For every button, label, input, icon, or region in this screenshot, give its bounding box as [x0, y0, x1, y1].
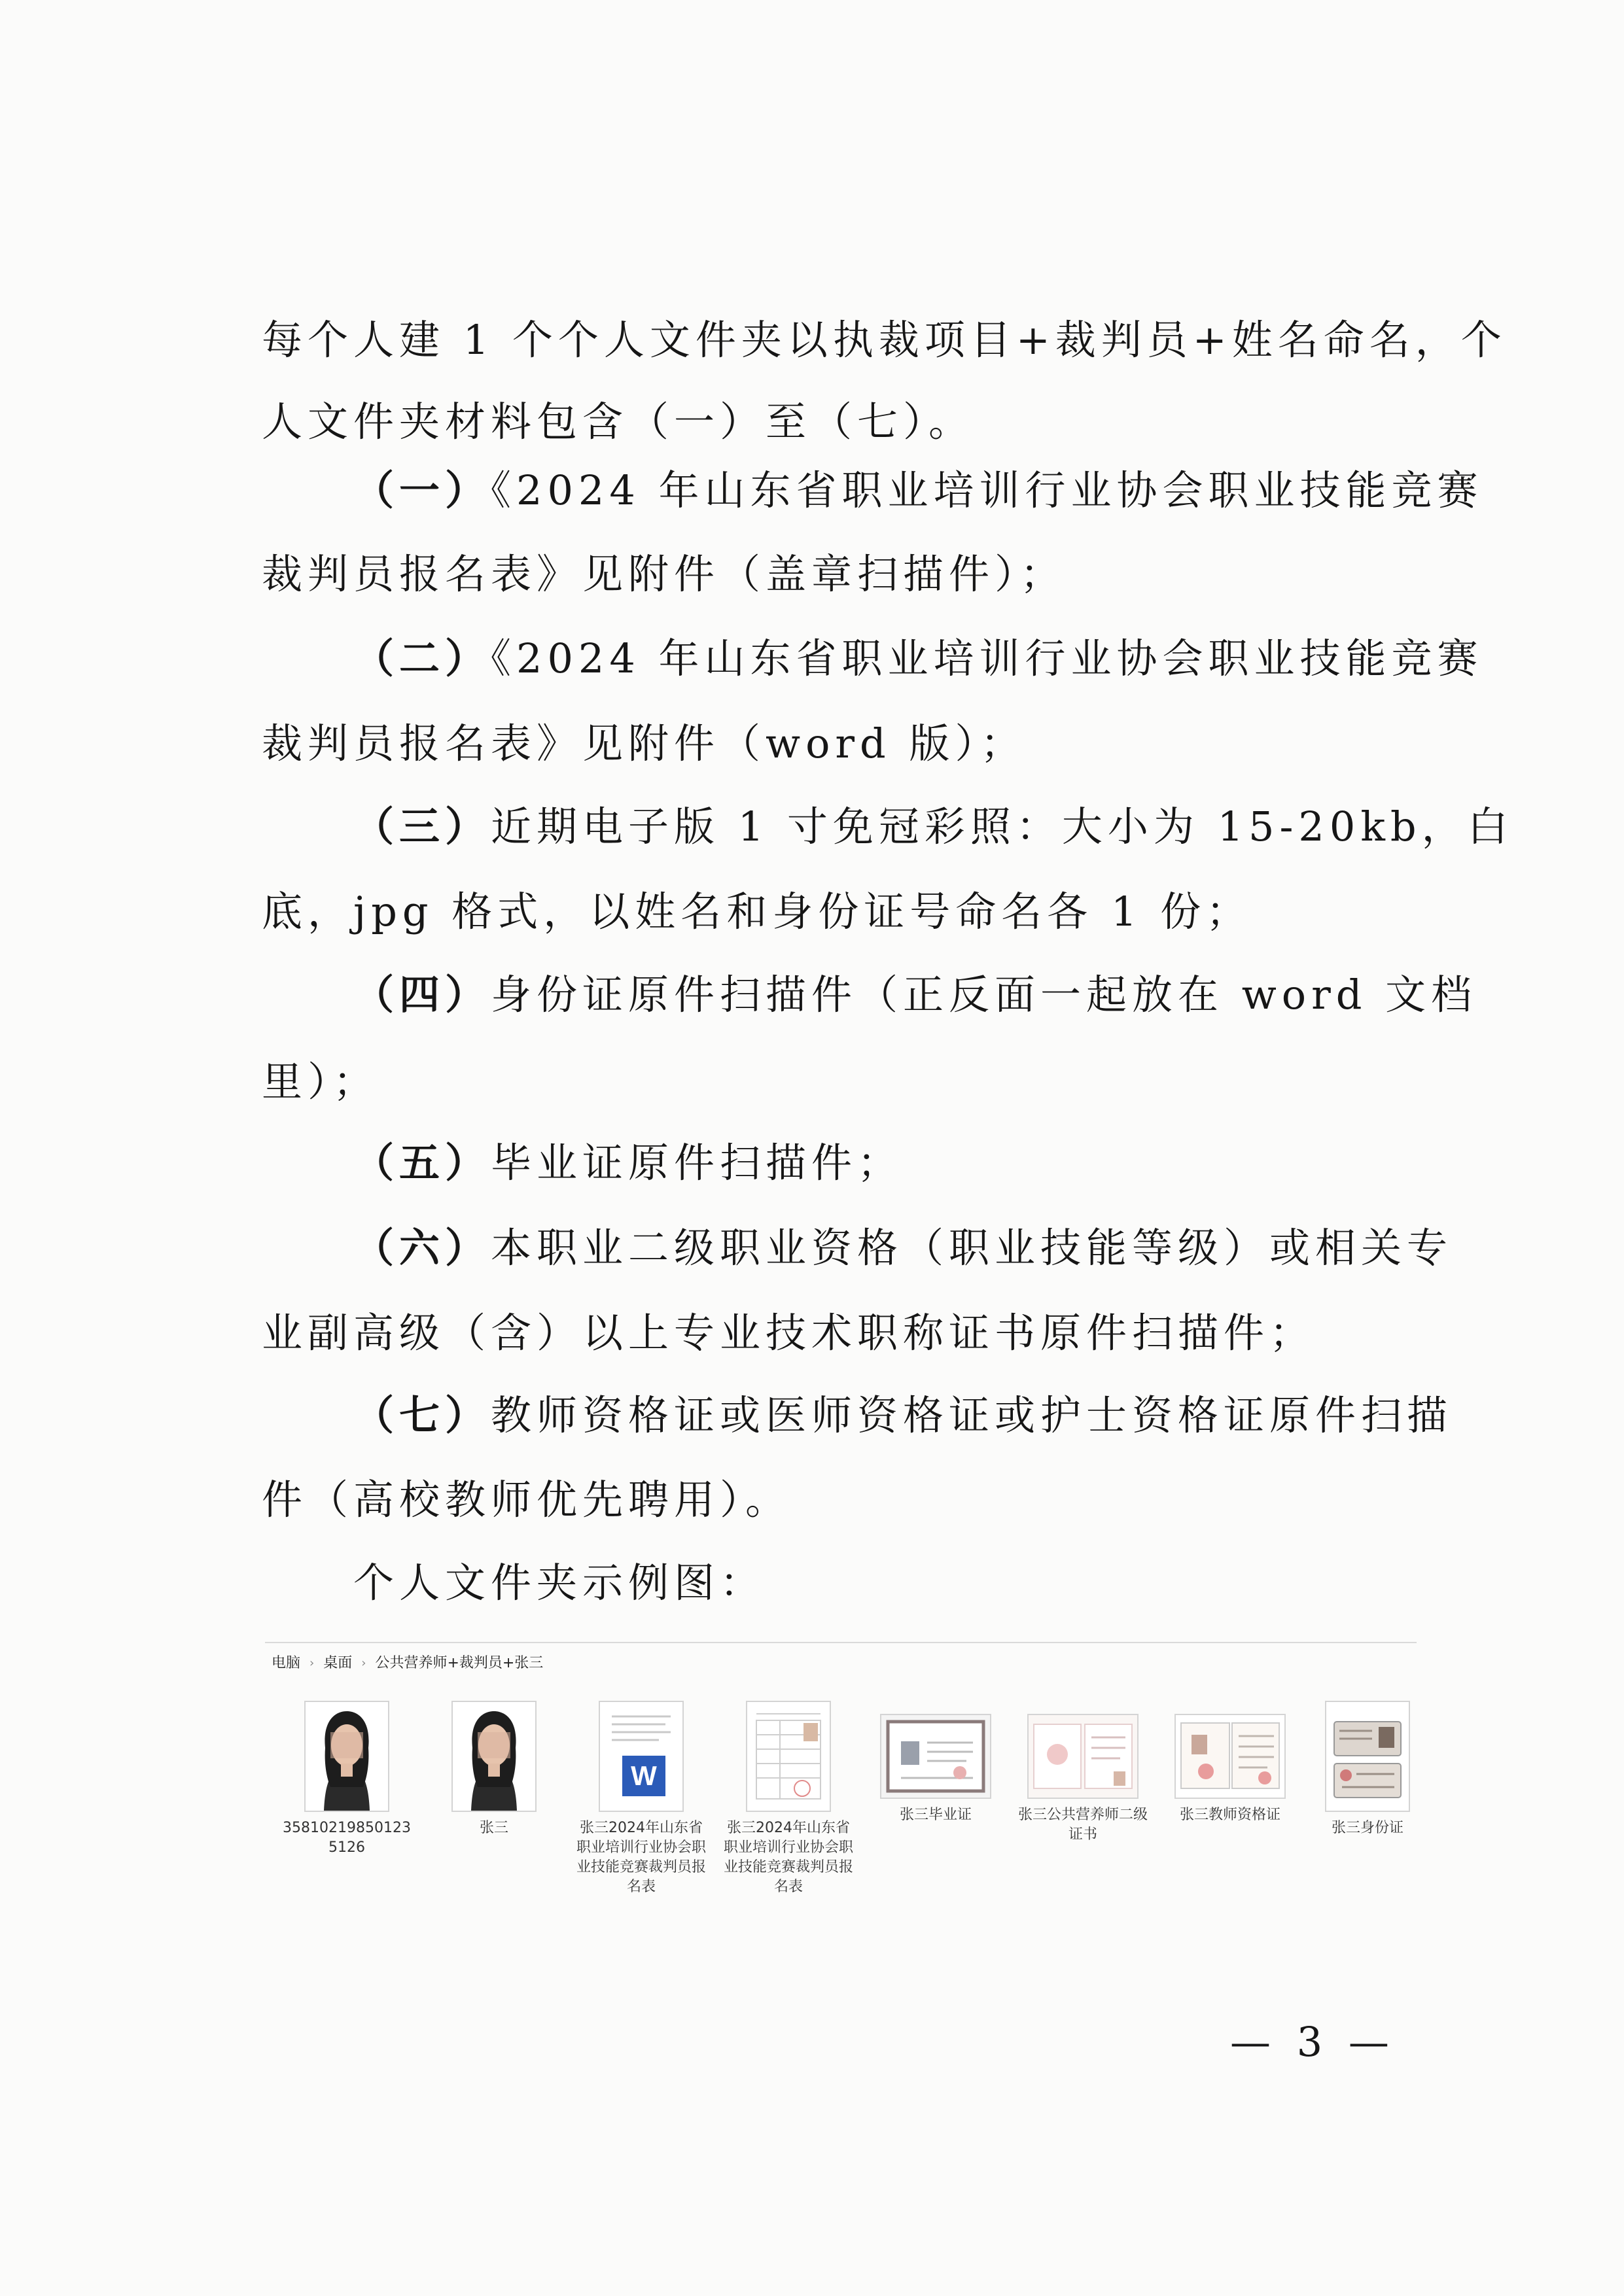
certificate-icon [1176, 1715, 1284, 1798]
id-card-icon [1326, 1702, 1409, 1811]
item-number: （七） [353, 1391, 491, 1439]
portrait-icon [306, 1702, 388, 1811]
form-scan-icon [747, 1702, 830, 1811]
file-name: 张三毕业证 [899, 1807, 972, 1823]
file-name: 张三公共营养师二级证书 [1018, 1807, 1148, 1843]
file-item[interactable] [425, 1701, 563, 1838]
text: 裁判员报名表》见附件（盖章扫描件）； [262, 550, 1067, 598]
file-item[interactable] [573, 1701, 710, 1897]
portrait-icon [453, 1702, 535, 1811]
file-item[interactable] [1161, 1701, 1299, 1825]
certificate-icon [1029, 1715, 1137, 1798]
diploma-icon [881, 1715, 990, 1798]
word-badge-icon: W [622, 1756, 665, 1796]
file-name: 358102198501235126 [283, 1820, 411, 1856]
item-number: （三） [353, 803, 491, 850]
item-number: （一） [353, 466, 491, 514]
item-number: （五） [353, 1139, 491, 1187]
item-number: （六） [353, 1224, 491, 1272]
item-3-line-2 [262, 886, 1413, 938]
certificate-scan-icon [1027, 1714, 1139, 1799]
folder-example-screenshot [265, 1642, 1417, 1930]
text: 教师资格证或医师资格证或护士资格证原件扫描 [491, 1391, 1453, 1439]
item-number: （二） [353, 635, 491, 682]
item-7-line-1 [353, 1389, 1505, 1442]
text: 本职业二级职业资格（职业技能等级）或相关专 [491, 1224, 1453, 1272]
item-2-line-2 [262, 718, 1413, 770]
example-caption [353, 1557, 1505, 1609]
item-4-line-2 [262, 1056, 1413, 1108]
divider [265, 1642, 1417, 1643]
scanned-form-icon [746, 1701, 831, 1812]
paragraph-intro-line-1 [262, 314, 1507, 366]
item-4-line-1 [353, 969, 1505, 1021]
file-name: 张三教师资格证 [1179, 1807, 1280, 1823]
text: 身份证原件扫描件（正反面一起放在 word 文档 [491, 971, 1477, 1018]
item-1-line-2 [262, 548, 1413, 600]
text: 业副高级（含）以上专业技术职称证书原件扫描件； [262, 1309, 1316, 1357]
portrait-photo-icon [451, 1701, 537, 1812]
text: 个人文件夹示例图： [353, 1559, 766, 1607]
id-card-scan-icon [1325, 1701, 1410, 1812]
item-3-line-1 [353, 801, 1513, 853]
breadcrumb-item-desktop[interactable]: 桌面 [323, 1655, 353, 1671]
file-item[interactable] [1014, 1701, 1152, 1845]
certificate-scan-icon [880, 1714, 991, 1799]
item-5-line-1 [353, 1137, 1505, 1189]
text: 件（高校教师优先聘用）。 [262, 1476, 792, 1523]
text: 底，jpg 格式，以姓名和身份证号命名各 1 份； [262, 888, 1252, 935]
text: 《2024 年山东省职业培训行业协会职业技能竞赛 [491, 635, 1483, 682]
file-name: 张三身份证 [1331, 1820, 1403, 1836]
text: 毕业证原件扫描件； [491, 1139, 904, 1187]
text: 里）； [262, 1058, 380, 1105]
file-item[interactable] [1299, 1701, 1436, 1838]
word-document-icon [599, 1701, 684, 1812]
chevron-right-icon: › [309, 1656, 315, 1670]
file-name: 张三2024年山东省职业培训行业协会职业技能竞赛裁判员报名表 [724, 1820, 854, 1895]
item-2-line-1 [353, 633, 1505, 685]
breadcrumb-item-computer[interactable]: 电脑 [272, 1655, 301, 1671]
text: 人文件夹材料包含（一）至（七）。 [262, 398, 975, 445]
item-1-line-1 [353, 464, 1505, 517]
item-number: （四） [353, 971, 491, 1018]
item-6-line-1 [353, 1222, 1505, 1274]
file-name: 张三 [479, 1820, 508, 1836]
file-name: 张三2024年山东省职业培训行业协会职业技能竞赛裁判员报名表 [576, 1820, 707, 1895]
item-6-line-2 [262, 1307, 1413, 1359]
text: 近期电子版 1 寸免冠彩照：大小为 15-20kb，白 [491, 803, 1513, 850]
text: 《2024 年山东省职业培训行业协会职业技能竞赛 [491, 466, 1483, 514]
file-item[interactable] [278, 1701, 415, 1858]
page-number: — 3 — [1230, 2018, 1396, 2066]
paragraph-intro-line-2 [262, 396, 1413, 448]
file-item[interactable] [867, 1701, 1004, 1825]
breadcrumb [272, 1654, 543, 1673]
text: 每个人建 1 个个人文件夹以执裁项目+裁判员+姓名命名，个 [262, 316, 1507, 364]
text: 裁判员报名表》见附件（word 版）； [262, 720, 1027, 767]
certificate-scan-icon [1174, 1714, 1286, 1799]
file-item[interactable] [720, 1701, 857, 1897]
item-7-line-2 [262, 1474, 1413, 1526]
chevron-right-icon: › [361, 1656, 366, 1670]
portrait-photo-icon [304, 1701, 389, 1812]
file-list [265, 1701, 1417, 1923]
breadcrumb-item-folder[interactable]: 公共营养师+裁判员+张三 [375, 1655, 544, 1671]
